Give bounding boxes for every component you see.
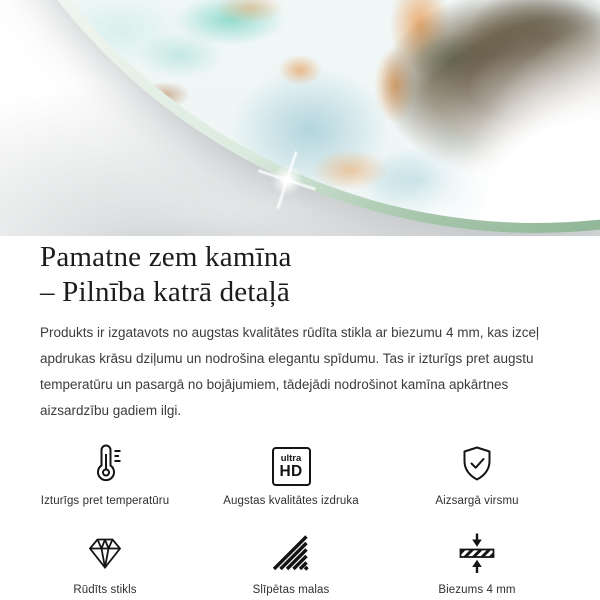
feature-label: Aizsargā virsmu <box>435 495 519 507</box>
feature-print-quality <box>198 440 384 507</box>
product-hero <box>0 0 600 236</box>
feature-label: Izturīgs pret temperatūru <box>40 495 170 507</box>
feature-thickness <box>384 529 570 596</box>
shield-check-icon <box>455 440 499 486</box>
product-description: Produkts ir izgatavots no augstas kvalitātes rūdīta stikla ar biezumu 4 mm, kas izceļ apdrukas krāsu dziļumu un nodrošina elegantu spīdumu. Tas ir izturīgs pret augstu temperatūru un pasargā no bojājumiem, tādejādi nodrošinot kamīna apkārtnes aizsardzību gadiem ilgi. <box>40 325 539 418</box>
feature-tempered-glass <box>12 529 198 596</box>
feature-surface-protection <box>384 440 570 507</box>
feature-label: Slīpētas malas <box>252 584 330 596</box>
diamond-icon <box>83 529 127 575</box>
page-title <box>0 236 600 310</box>
feature-label: Biezums 4 mm <box>438 584 516 596</box>
feature-beveled-edges <box>198 529 384 596</box>
feature-temperature <box>12 440 198 507</box>
page-title-line1: Pamatne zem kamīna <box>40 241 292 273</box>
feature-label: Rūdīts stikls <box>73 584 137 596</box>
thickness-icon <box>455 529 499 575</box>
feature-label: Augstas kvalitātes izdruka <box>223 495 359 507</box>
ultra-hd-badge-top: ultra <box>280 452 302 464</box>
thermometer-icon <box>83 440 127 486</box>
beveled-edges-icon <box>269 529 313 575</box>
feature-grid <box>12 440 570 596</box>
ultra-hd-icon <box>272 440 311 486</box>
ultra-hd-badge-bottom: HD <box>279 463 303 480</box>
page-title-line2: – Pilnība katrā detaļā <box>40 276 291 308</box>
